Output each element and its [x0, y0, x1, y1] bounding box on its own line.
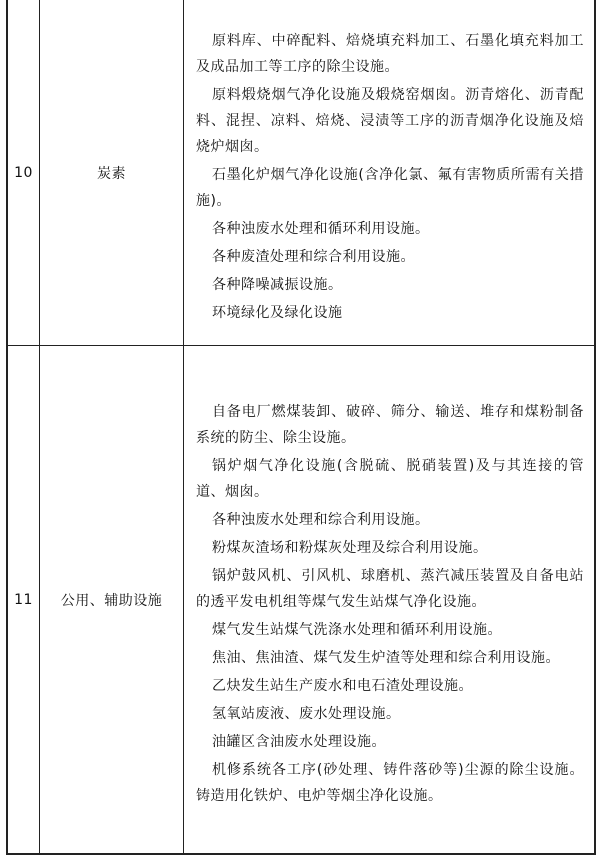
facility-list [196, 399, 584, 811]
facility-item: 原料库、中碎配料、焙烧填充料加工、石墨化填充料加工及成品加工等工序的除尘设施。 [196, 33, 584, 75]
facility-description-cell [184, 0, 594, 345]
facility-list [196, 28, 584, 328]
industry-name: 炭素 [97, 165, 126, 182]
facility-item: 原料煅烧烟气净化设施及煅烧窑烟囱。沥青熔化、沥青配料、混捏、凉料、焙烧、浸渍等工序的沥青烟净化设施及焙烧炉烟囱。 [196, 87, 584, 155]
facility-description-cell [184, 346, 594, 853]
facility-item: 焦油、焦油渣、煤气发生炉渣等处理和综合利用设施。 [212, 650, 560, 666]
facility-item: 油罐区含油废水处理设施。 [212, 734, 386, 750]
row-number-cell [8, 346, 40, 853]
table-row [8, 0, 594, 346]
facility-item: 各种降噪减振设施。 [212, 277, 343, 293]
facility-item: 自备电厂燃煤装卸、破碎、筛分、输送、堆存和煤粉制备系统的防尘、除尘设施。 [196, 404, 584, 446]
facility-item: 锅炉鼓风机、引风机、球磨机、蒸汽减压装置及自备电站的透平发电机组等煤气发生站煤气净化设施。 [196, 568, 584, 610]
facility-item: 乙炔发生站生产废水和电石渣处理设施。 [212, 678, 473, 694]
facility-item: 机修系统各工序(砂处理、铸件落砂等)尘源的除尘设施。铸造用化铁炉、电炉等烟尘净化设施。 [196, 762, 584, 804]
facility-item: 锅炉烟气净化设施(含脱硫、脱硝装置)及与其连接的管道、烟囱。 [196, 458, 584, 500]
row-number: 10 [14, 164, 33, 181]
row-number-cell [8, 0, 40, 345]
facility-item: 粉煤灰渣场和粉煤灰处理及综合利用设施。 [212, 540, 488, 556]
facility-item: 环境绿化及绿化设施 [212, 305, 343, 321]
industry-name: 公用、辅助设施 [60, 592, 163, 609]
industry-name-cell [40, 346, 184, 853]
facility-table [6, 0, 596, 855]
row-number: 11 [14, 591, 33, 608]
facility-item: 各种浊废水处理和循环利用设施。 [212, 221, 430, 237]
industry-name-cell [40, 0, 184, 345]
facility-item: 石墨化炉烟气净化设施(含净化氯、氟有害物质所需有关措施)。 [196, 167, 584, 209]
facility-item: 氢氧站废液、废水处理设施。 [212, 706, 401, 722]
table-row [8, 346, 594, 853]
facility-item: 各种浊废水处理和综合利用设施。 [212, 512, 430, 528]
facility-item: 煤气发生站煤气洗涤水处理和循环利用设施。 [212, 622, 502, 638]
facility-item: 各种废渣处理和综合利用设施。 [212, 249, 415, 265]
